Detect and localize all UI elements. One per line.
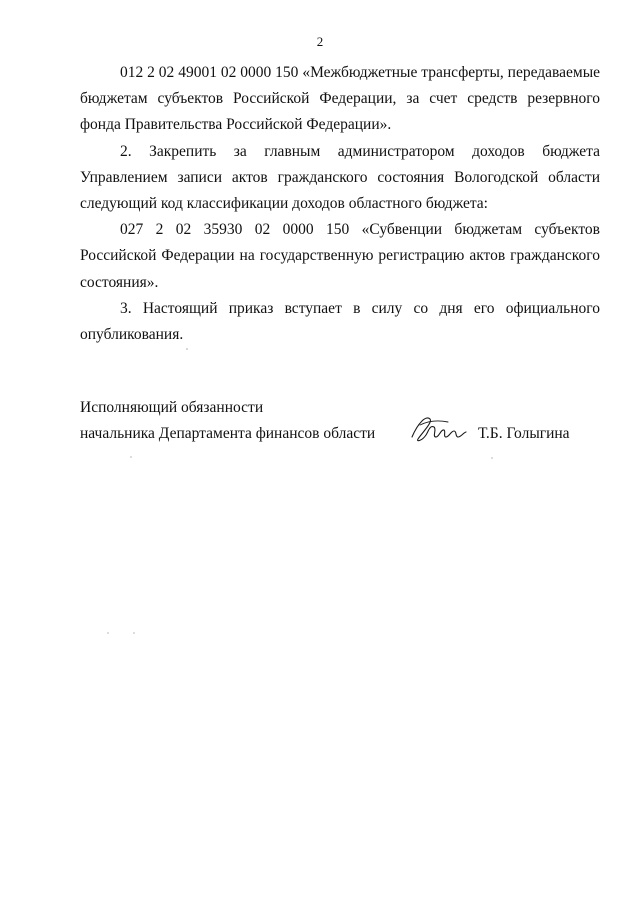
signature-block bbox=[80, 395, 600, 447]
paragraph-subvention-code: 027 2 02 35930 02 0000 150 «Субвенции бюджетам субъектов Российской Федерации на государственную регистрацию актов гражданского состояния». bbox=[80, 221, 600, 291]
signer-row bbox=[80, 421, 600, 447]
signer-name: Т.Б. Голыгина bbox=[478, 425, 570, 442]
paragraph-effective-date: 3. Настоящий приказ вступает в силу со дня его официального опубликования. bbox=[80, 299, 600, 344]
handwritten-signature bbox=[408, 411, 468, 445]
signer-position-line-1: Исполняющий обязанности bbox=[80, 399, 264, 416]
page-number: 2 bbox=[316, 34, 324, 49]
paragraph-assign-administrator: 2. Закрепить за главным администратором доходов бюджета Управлением записи актов гражданского состояния Вологодской области следующий код классификации доходов областного бюджета: bbox=[80, 142, 600, 213]
signer-position-line-2: начальника Департамента финансов области bbox=[80, 425, 376, 442]
paragraph-transfer-code: 012 2 02 49001 02 0000 150 «Межбюджетные трансферты, передаваемые бюджетам субъектов Российской Федерации, за счет средств резервного фонда Правительства Российской Федерации». bbox=[80, 64, 600, 134]
document-body bbox=[80, 60, 600, 348]
